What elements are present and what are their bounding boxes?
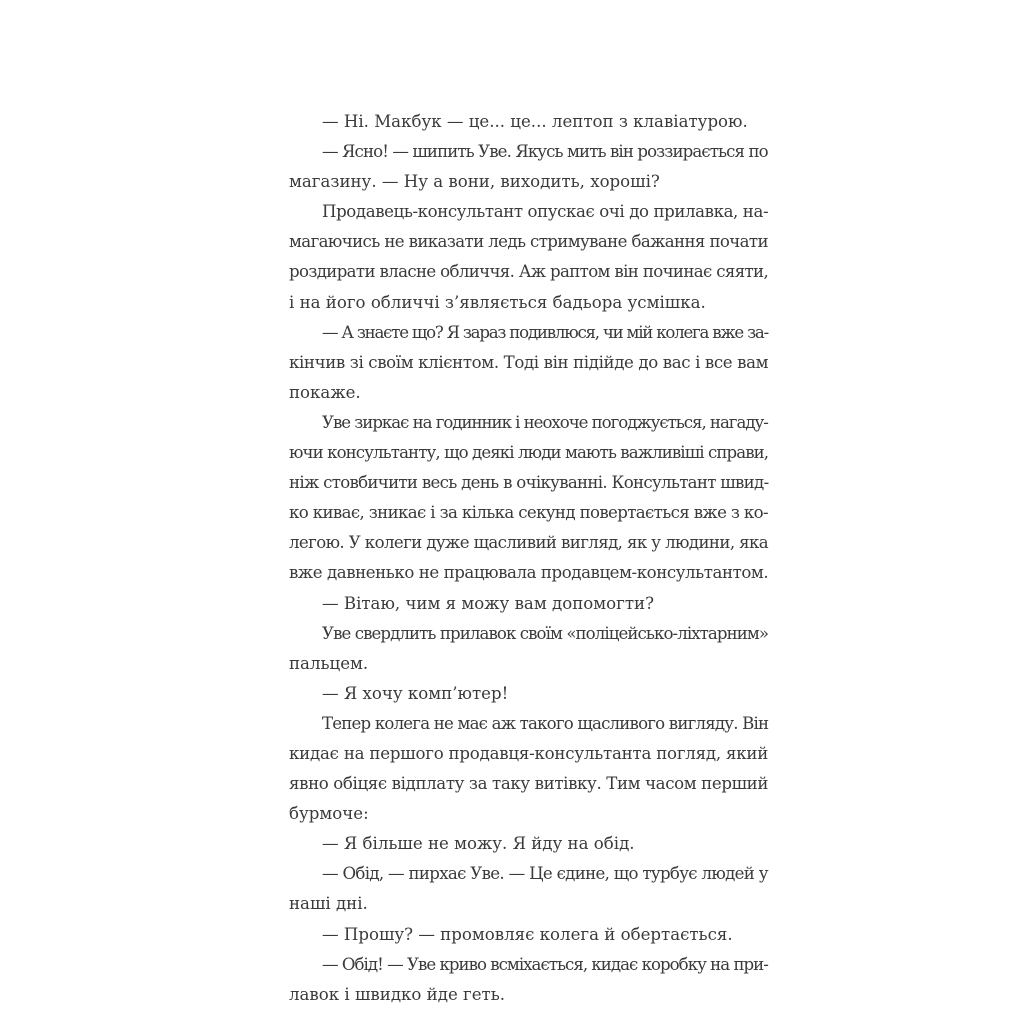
paragraph bbox=[256, 318, 768, 408]
text-line: бурмоче: bbox=[289, 804, 369, 824]
paragraph bbox=[256, 920, 768, 950]
text-line: і на його обличчі з’являється бадьора усмішка. bbox=[289, 292, 706, 312]
text-line: лавок і швидко йде геть. bbox=[289, 984, 506, 1004]
paragraph bbox=[256, 829, 768, 859]
text-line: вже давненько не працювала продавцем-консультантом. bbox=[289, 563, 769, 583]
text-line: — Я хочу комп’ютер! bbox=[322, 683, 509, 703]
paragraph bbox=[256, 859, 768, 919]
text-line: — Прошу? — промовляє колега й обертається. bbox=[322, 924, 733, 944]
paragraph bbox=[256, 709, 768, 829]
paragraph bbox=[256, 197, 768, 317]
text-line: — Ні. Макбук — це... це... лептоп з клавіатурою. bbox=[322, 112, 748, 131]
text-line: — Вітаю, чим я можу вам допомогти? bbox=[322, 593, 654, 613]
text-line: магазину. — Ну а вони, виходить, хороші? bbox=[289, 172, 660, 192]
text-line: покаже. bbox=[289, 382, 361, 402]
text-line: Уве свердлить прилавок своїм «поліцейсько-ліхтарним» bbox=[322, 623, 769, 643]
text-line: Уве зиркає на годинник і неохоче погоджується, нагаду- bbox=[322, 412, 768, 432]
paragraph bbox=[256, 950, 768, 1010]
paragraph bbox=[256, 619, 768, 679]
text-line: магаючись не виказати ледь стримуване бажання почати bbox=[289, 232, 768, 252]
text-line: — Обід, — пирхає Уве. — Це єдине, що турбує людей у bbox=[322, 864, 768, 884]
paragraph bbox=[256, 107, 768, 137]
book-page bbox=[256, 107, 768, 1010]
text-line: кидає на першого продавця-консультанта погляд, який bbox=[289, 743, 769, 763]
text-line: Продавець-консультант опускає очі до прилавка, на- bbox=[322, 202, 769, 222]
paragraph bbox=[256, 137, 768, 197]
text-line: — Ясно! — шипить Уве. Якусь мить він роззирається по bbox=[322, 142, 768, 162]
paragraph bbox=[256, 679, 768, 709]
paragraph bbox=[256, 408, 768, 589]
text-line: кінчив зі своїм клієнтом. Тоді він підійде до вас і все вам bbox=[289, 352, 769, 372]
text-line: ко киває, зникає і за кілька секунд повертається вже з ко- bbox=[289, 503, 768, 523]
text-line: ніж стовбичити весь день в очікуванні. Консультант швид- bbox=[289, 473, 769, 493]
text-line: — Я більше не можу. Я йду на обід. bbox=[322, 834, 635, 854]
text-line: — А знаєте що? Я зараз подивлюся, чи мій колега вже за- bbox=[322, 322, 768, 342]
text-line: ючи консультанту, що деякі люди мають важливіші справи, bbox=[289, 443, 769, 463]
text-line: роздирати власне обличчя. Аж раптом він починає сяяти, bbox=[289, 262, 769, 282]
paragraph bbox=[256, 589, 768, 619]
text-line: легою. У колеги дуже щасливий вигляд, як у людини, яка bbox=[289, 533, 769, 553]
text-line: Тепер колега не має аж такого щасливого вигляду. Він bbox=[322, 713, 769, 733]
text-line: пальцем. bbox=[289, 653, 369, 673]
text-line: — Обід! — Уве криво всміхається, кидає коробку на при- bbox=[322, 954, 768, 974]
text-line: явно обіцяє відплату за таку витівку. Тим часом перший bbox=[289, 774, 769, 794]
text-line: наші дні. bbox=[289, 894, 368, 914]
